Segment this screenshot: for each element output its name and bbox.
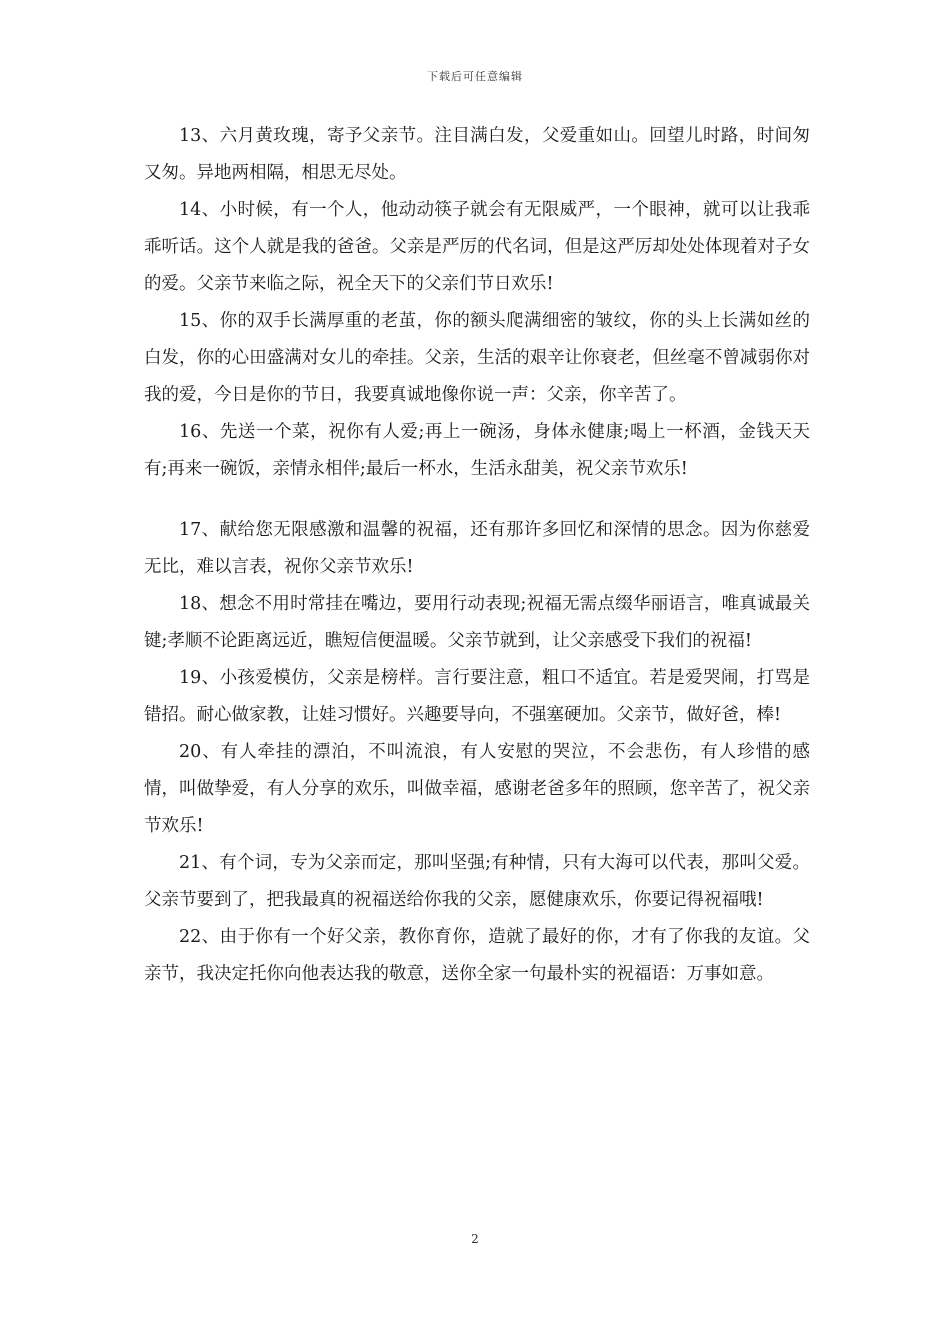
paragraph-19: 19、小孩爱模仿，父亲是榜样。言行要注意，粗口不适宜。若是爱哭闹，打骂是错招。耐心做家教，让娃习惯好。兴趣要导向，不强塞硬加。父亲节，做好爸，棒! (144, 668, 810, 725)
paragraph-22: 22、由于你有一个好父亲，教你育你，造就了最好的你，才有了你我的友谊。父亲节，我决定托你向他表达我的敬意，送你全家一句最朴实的祝福语：万事如意。 (144, 927, 810, 984)
paragraph-14: 14、小时候，有一个人，他动动筷子就会有无限威严，一个眼神，就可以让我乖乖听话。这个人就是我的爸爸。父亲是严厉的代名词，但是这严厉却处处体现着对子女的爱。父亲节来临之际，祝全天下的父亲们节日欢乐! (144, 200, 810, 294)
paragraph-17: 17、献给您无限感激和温馨的祝福，还有那许多回忆和深情的思念。因为你慈爱无比，难以言表，祝你父亲节欢乐! (144, 520, 810, 577)
paragraph-13: 13、六月黄玫瑰，寄予父亲节。注目满白发，父爱重如山。回望儿时路，时间匆又匆。异地两相隔，相思无尽处。 (144, 126, 810, 183)
page-number: 2 (471, 1232, 479, 1246)
paragraph-15: 15、你的双手长满厚重的老茧，你的额头爬满细密的皱纹，你的头上长满如丝的白发，你的心田盛满对女儿的牵挂。父亲，生活的艰辛让你衰老，但丝毫不曾减弱你对我的爱，今日是你的节日，我要真诚地像你说一声：父亲，你辛苦了。 (144, 311, 810, 405)
page-header: 下载后可任意编辑 (427, 70, 523, 83)
paragraph-21: 21、有个词，专为父亲而定，那叫坚强;有种情，只有大海可以代表，那叫父爱。父亲节要到了，把我最真的祝福送给你我的父亲，愿健康欢乐，你要记得祝福哦! (144, 853, 810, 910)
paragraph-18: 18、想念不用时常挂在嘴边，要用行动表现;祝福无需点缀华丽语言，唯真诚最关键;孝顺不论距离远近，瞧短信便温暖。父亲节就到，让父亲感受下我们的祝福! (144, 594, 810, 651)
paragraph-20: 20、有人牵挂的漂泊，不叫流浪，有人安慰的哭泣，不会悲伤，有人珍惜的感情，叫做挚爱，有人分享的欢乐，叫做幸福，感谢老爸多年的照顾，您辛苦了，祝父亲节欢乐! (144, 742, 810, 836)
document-body (144, 118, 810, 993)
paragraph-16: 16、先送一个菜，祝你有人爱;再上一碗汤，身体永健康;喝上一杯酒，金钱天天有;再来一碗饭，亲情永相伴;最后一杯水，生活永甜美，祝父亲节欢乐! (144, 422, 810, 479)
